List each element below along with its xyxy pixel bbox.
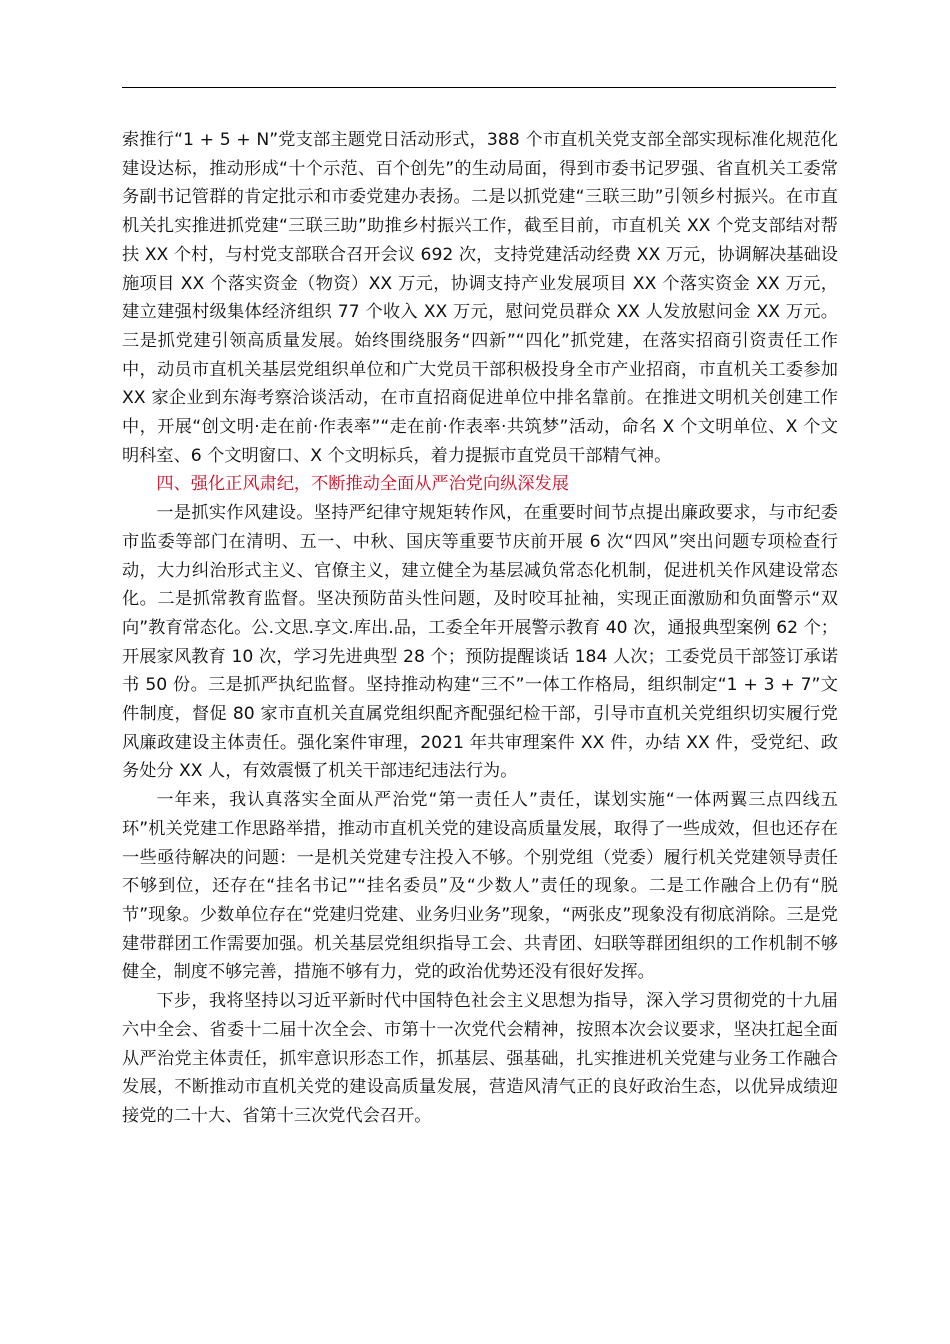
paragraph-problems: 一年来，我认真落实全面从严治党“第一责任人”责任，谋划实施“一体两翼三点四线五环”机关党建工作思路举措，推动市直机关党的建设高质量发展，取得了一些成效，但也还存在一些亟待解决的问题：一是机关党建专注投入不够。个别党组（党委）履行机关党建领导责任不够到位，还存在“挂名书记”“挂名委员”及“少数人”责任的现象。二是工作融合上仍有“脱节”现象。少数单位存在“党建归党建、业务归业务”现象，“两张皮”现象没有彻底消除。三是党建带群团工作需要加强。机关基层党组织指导工会、共青团、妇联等群团组织的工作机制不够健全，制度不够完善，措施不够有力，党的政治优势还没有很好发挥。 (122, 790, 838, 983)
document-body (122, 126, 838, 1131)
paragraph-next-steps: 下步，我将坚持以习近平新时代中国特色社会主义思想为指导，深入学习贯彻党的十九届六中全会、省委十二届十次全会、市第十一次党代会精神，按照本次会议要求，坚决扛起全面从严治党主体责任，抓牢意识形态工作，抓基层、强基础，扎实推进机关党建与业务工作融合发展，不断推动市直机关党的建设高质量发展，营造风清气正的良好政治生态，以优异成绩迎接党的二十大、省第十三次党代会召开。 (122, 991, 838, 1126)
paragraph-discipline: 一是抓实作风建设。坚持严纪律守规矩转作风，在重要时间节点提出廉政要求，与市纪委市监委等部门在清明、五一、中秋、国庆等重要节庆前开展 6 次“四风”突出问题专项检查行动，大力纠治形式主义、官僚主义，建立健全为基层减负常态化机制，促进机关作风建设常态化。二是抓常教育监督。坚决预防苗头性问题，及时咬耳扯袖，实现正面激励和负面警示“双向”教育常态化。公.文思.享文.库出.品，工委全年开展警示教育 40 次，通报典型案例 62 个；开展家风教育 10 次，学习先进典型 28 个；预防提醒谈话 184 人次；工委党员干部签订承诺书 50 份。三是抓严执纪监督。坚持推动构建“三不”一体工作格局，组织制定“1 + 3 + 7”文件制度，督促 80 家市直机关直属党组织配齐配强纪检干部，引导市直机关党组织切实履行党风廉政建设主体责任。强化案件审理，2021 年共审理案件 XX 件，办结 XX 件，受党纪、政务处分 XX 人，有效震慑了机关干部违纪违法行为。 (122, 503, 838, 782)
paragraph-continuation: 索推行“1 + 5 + N”党支部主题党日活动形式，388 个市直机关党支部全部实现标准化规范化建设达标，推动形成“十个示范、百个创先”的生动局面，得到市委书记罗强、省直机关工委常务副书记管群的肯定批示和市委党建办表扬。二是以抓党建“三联三助”引领乡村振兴。在市直机关扎实推进抓党建“三联三助”助推乡村振兴工作，截至目前，市直机关 XX 个党支部结对帮扶 XX 个村，与村党支部联合召开会议 692 次，支持党建活动经费 XX 万元，协调解决基础设施项目 XX 个落实资金（物资）XX 万元，协调支持产业发展项目 XX 个落实资金 XX 万元，建立建强村级集体经济组织 77 个收入 XX 万元，慰问党员群众 XX 人发放慰问金 XX 万元。三是抓党建引领高质量发展。始终围绕服务“四新”“四化”抓党建，在落实招商引资责任工作中，动员市直机关基层党组织单位和广大党员干部积极投身全市产业招商，市直机关工委参加 XX 家企业到东海考察洽谈活动，在市直招商促进单位中排名靠前。在推进文明机关创建工作中，开展“创文明·走在前·作表率”“走在前·作表率·共筑梦”活动，命名 X 个文明单位、X 个文明科室、6 个文明窗口、X 个文明标兵，着力提振市直党员干部精气神。 (122, 130, 838, 466)
section-heading-4: 四、强化正风肃纪，不断推动全面从严治党向纵深发展 (156, 474, 569, 495)
header-rule (122, 87, 836, 88)
